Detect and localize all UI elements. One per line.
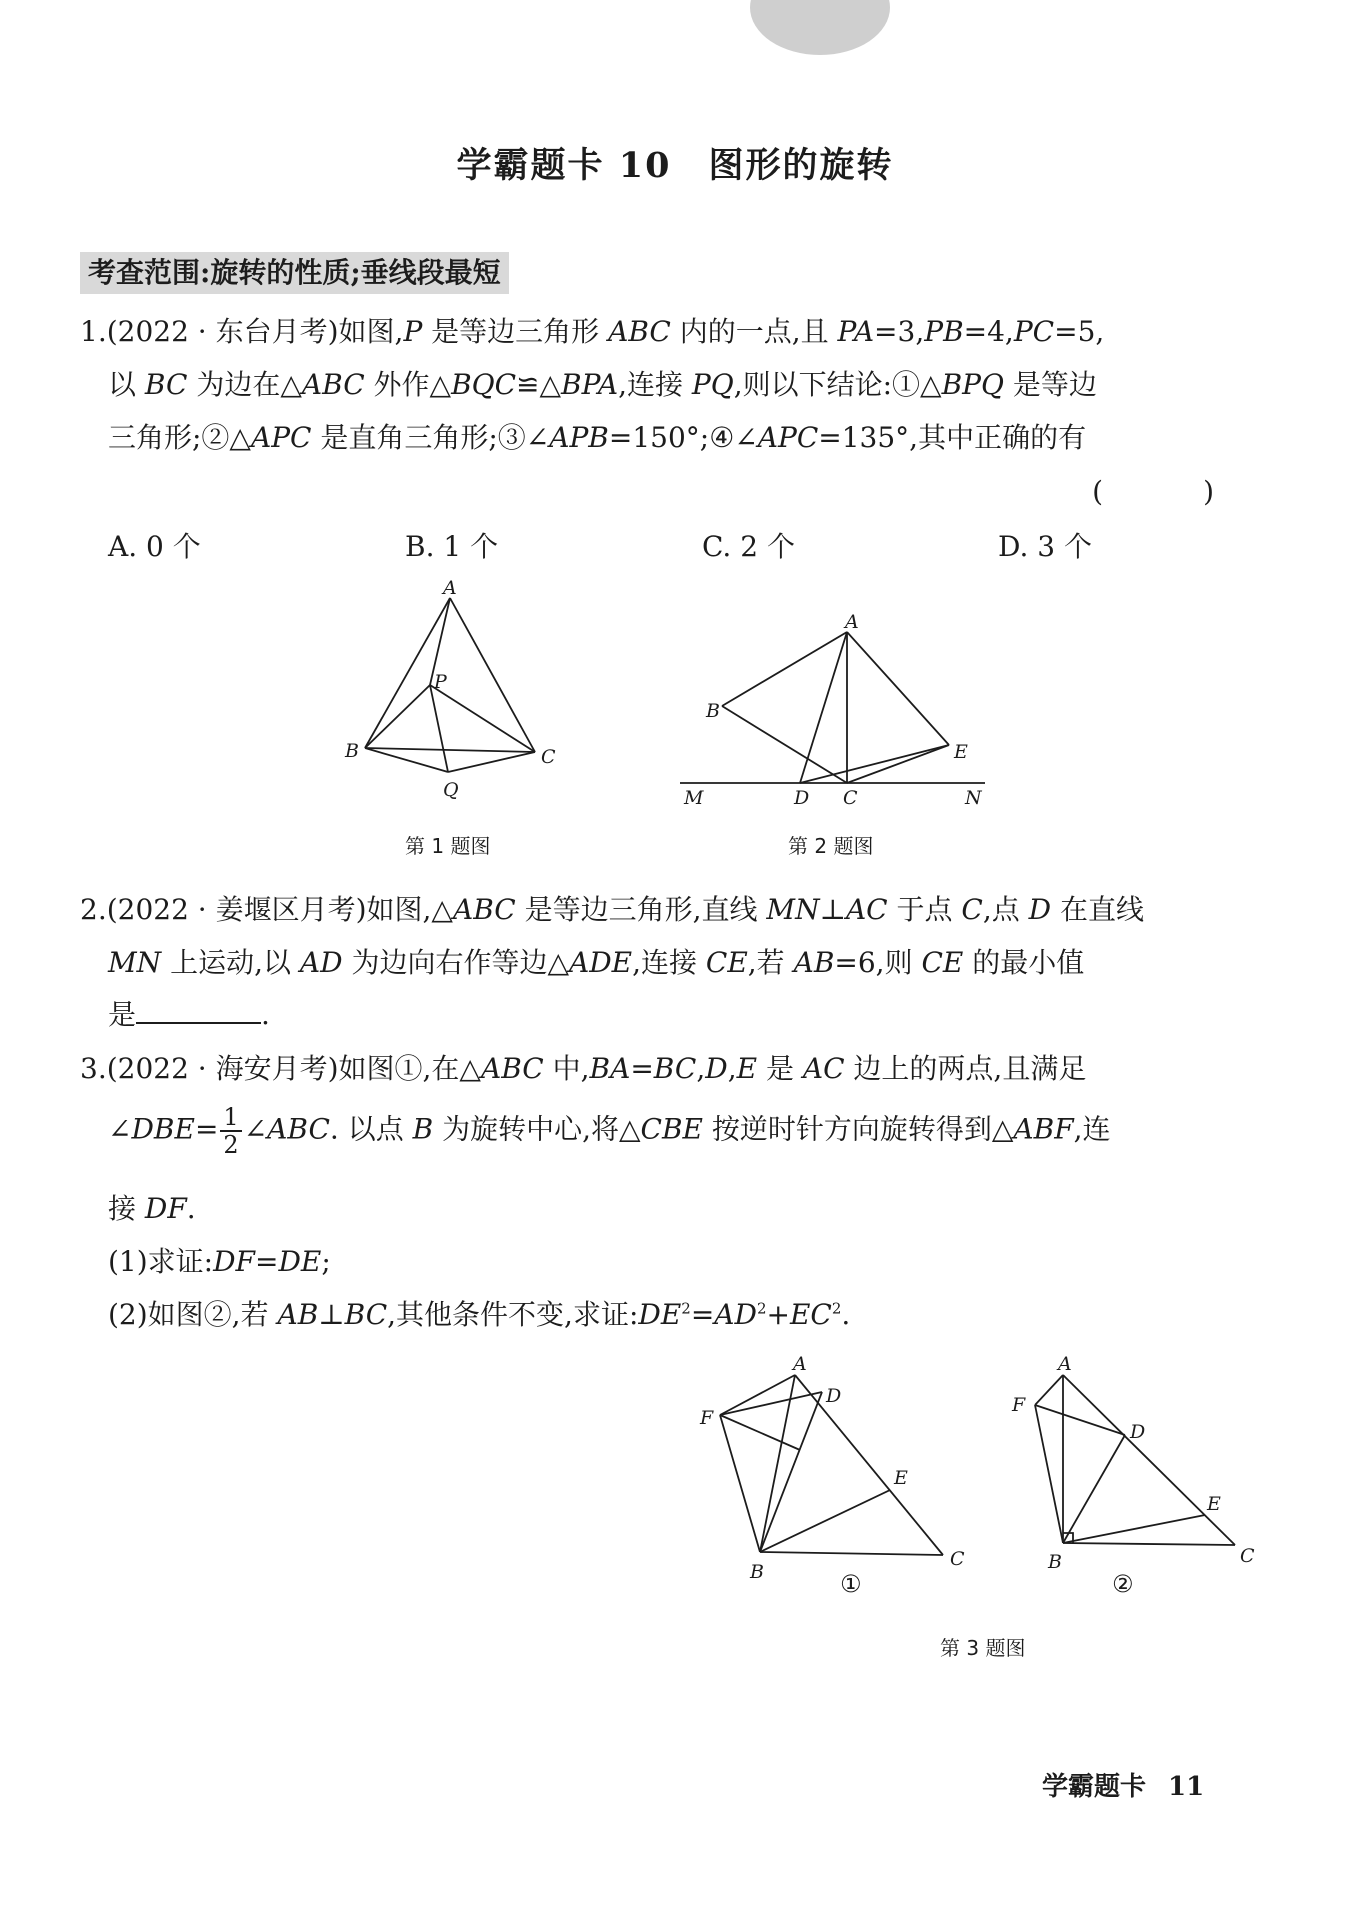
q2-line-3: 是 .: [108, 998, 270, 1031]
fig3-sub2: ②: [1112, 1570, 1134, 1598]
fig3-2-label-a: A: [1058, 1353, 1072, 1375]
fig3-2-label-f: F: [1012, 1394, 1026, 1416]
fig2-caption: 第 2 题图: [788, 834, 874, 858]
fig1-label-p: P: [434, 671, 447, 693]
q1-line-1: 1.(2022 · 东台月考)如图,P 是等边三角形 ABC 内的一点,且 PA=3,PB=4,PC=5,: [80, 315, 1105, 348]
fig2-label-a: A: [845, 611, 859, 633]
figure-3-2-lines: [1035, 1375, 1235, 1545]
fig1-label-q: Q: [443, 779, 459, 801]
q3-line-3: 接 DF.: [108, 1192, 196, 1225]
fig3-2-label-b: B: [1048, 1551, 1062, 1573]
fig2-label-n: N: [965, 787, 982, 809]
fig1-label-c: C: [541, 746, 556, 768]
fig2-label-e: E: [954, 741, 968, 763]
fig2-label-m: M: [684, 787, 704, 809]
fig3-1-label-d: D: [826, 1385, 842, 1407]
fig3-1-label-c: C: [950, 1548, 965, 1570]
footer-label: 学霸题卡: [1042, 1772, 1147, 1802]
q1-option-d: D. 3 个: [998, 530, 1092, 563]
fig1-caption: 第 1 题图: [405, 834, 491, 858]
fig3-2-label-d: D: [1130, 1421, 1146, 1443]
fig3-2-label-c: C: [1240, 1545, 1255, 1567]
q3-part-2: (2)如图②,若 AB⊥BC,其他条件不变,求证$:DE^2=AD^2+EC^2$.: [108, 1298, 851, 1331]
fig3-1-label-f: F: [700, 1407, 714, 1429]
fig1-label-b: B: [345, 740, 359, 762]
q1-option-b: B. 1 个: [405, 530, 499, 563]
fig3-1-label-a: A: [793, 1353, 807, 1375]
fig3-sub1: ①: [840, 1570, 862, 1598]
fig2-label-b: B: [706, 700, 720, 722]
fig2-label-c: C: [843, 787, 858, 809]
fig3-1-label-e: E: [894, 1467, 908, 1489]
fraction-one-half: $\frac{1}{2}$: [220, 1104, 241, 1158]
q1-line-2: 以 BC 为边在△ABC 外作△BQC≌△BPA,连接 PQ,则以下结论:①△BPQ 是等边: [108, 368, 1097, 401]
q3-line-2: ∠DBE= $\frac{1}{2}$ ∠ABC. 以点 B 为旋转中心,将△CBE 按逆时针方向旋转得到△ABF,连: [108, 1103, 1111, 1159]
q2-line-1: 2.(2022 · 姜堰区月考)如图,△ABC 是等边三角形,直线 MN⊥AC 于点 C,点 D 在直线: [80, 893, 1145, 926]
q1-option-a: A. 0 个: [108, 530, 201, 563]
q3-line-1: 3.(2022 · 海安月考)如图①,在△ABC 中,BA=BC,D,E 是 AC 边上的两点,且满足: [80, 1052, 1087, 1085]
page-title: 学霸题卡 10 图形的旋转: [456, 145, 894, 186]
fig3-2-label-e: E: [1207, 1493, 1221, 1515]
q2-line-2: MN 上运动,以 AD 为边向右作等边△ADE,连接 CE,若 AB=6,则 CE 的最小值: [108, 946, 1085, 979]
page-footer: [1042, 1766, 1204, 1803]
fig3-caption: 第 3 题图: [940, 1636, 1026, 1660]
q1-answer-parentheses: ( ): [1092, 475, 1250, 508]
q1-line-3: 三角形;②△APC 是直角三角形;③∠APB=150°;④∠APC=135°,其中正确的有: [108, 421, 1087, 454]
page-number: 11: [1168, 1772, 1205, 1802]
fig2-label-d: D: [794, 787, 810, 809]
scope-banner: 考查范围:旋转的性质;垂线段最短: [80, 252, 509, 294]
q1-option-c: C. 2 个: [702, 530, 795, 563]
q3-part-1: (1)求证:DF=DE;: [108, 1245, 331, 1278]
fig1-label-a: A: [443, 577, 457, 599]
fig3-1-label-b: B: [750, 1561, 764, 1583]
